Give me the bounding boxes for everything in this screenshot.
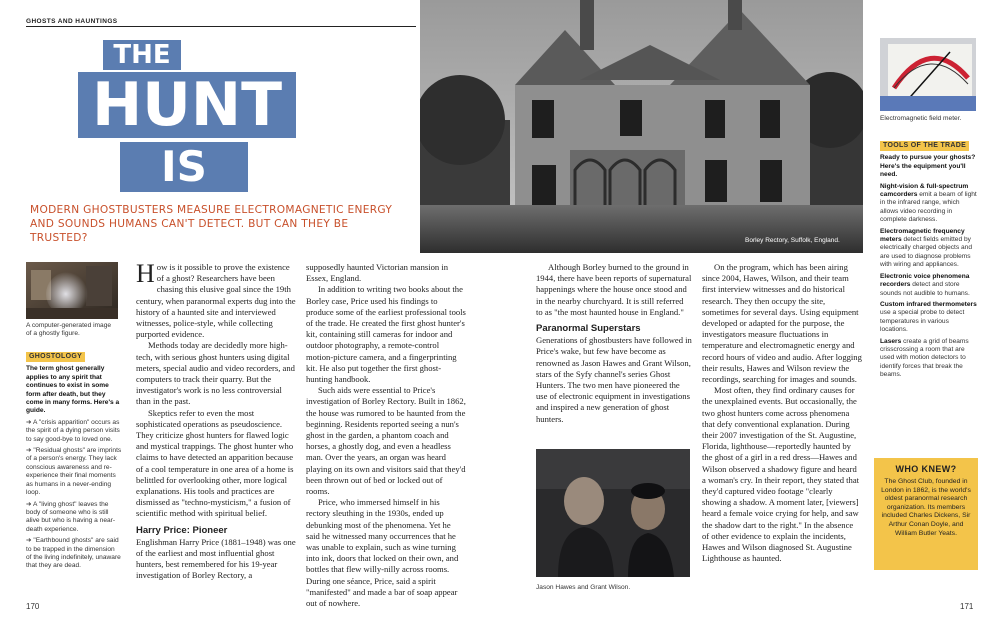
subtitle: MODERN GHOSTBUSTERS MEASURE ELECTROMAGNETIC ENERGY AND SOUNDS HUMANS CAN'T DETECT. BUT CAN THEY BE TRUSTED? xyxy=(30,204,393,244)
ghostology-sidebar xyxy=(26,352,122,574)
em-meter-caption: Electromagnetic field meter. xyxy=(880,115,962,122)
page-number-right: 171 xyxy=(960,602,974,611)
paragraph: ow is it possible to prove the existence of a ghost? Researchers have been chasing this elusive goal since the 19th century, when paranormal experts dug into the history of a haunted site and interviewed witnesses, police-style, while collecting purported evidence. xyxy=(136,262,296,340)
hawes-wilson-photo xyxy=(536,449,690,577)
ghostology-item: ➔ A "living ghost" leaves the body of someone who is still alive but who is having a near-death experience. xyxy=(26,500,116,533)
ghostology-item: ➔ A "crisis apparition" occurs as the spirit of a dying person visits to say good-bye to loved one. xyxy=(26,418,120,443)
paragraph: Englishman Harry Price (1881–1948) was one of the earliest and most influential ghost hunters, best remembered for his 19-year investigation of Borley Rectory, a xyxy=(136,536,296,581)
em-meter-photo xyxy=(880,38,976,111)
paragraph: On the program, which has been airing since 2004, Hawes, Wilson, and their team first interview witnesses and do historical research. They then occupy the site, sometimes for several days. Using equipment developed or adapted for the purpose, the investigators measure fluctuations in temperature and electromagnetic energy and record hours of video and audio. After logging their results, Hawes and Wilson review the recordings, searching for images and sounds. xyxy=(702,262,862,385)
article-column-3 xyxy=(536,262,692,425)
paragraph: Skeptics refer to even the most sophisticated operations as pseudoscience. They criticize ghost hunters for flawed logic and mystical trappings. The ghost hunter who claims to have detected an apparition because of a cool temperature in one area of a home is belittled for overlooking other, more logical explanations. His tools and practices are dismissed as "techno-mysticism," a fusion of scientific method with spiritual belief. xyxy=(136,407,294,519)
subheading-harry-price: Harry Price: Pioneer xyxy=(136,524,228,536)
subheading-paranormal-superstars: Paranormal Superstars xyxy=(536,323,641,335)
tools-intro: Ready to pursue your ghosts? Here's the equipment you'll need. xyxy=(880,154,976,179)
title-hunt: HUNT xyxy=(78,72,296,138)
ghostology-item: ➔ "Residual ghosts" are imprints of a person's energy. They lack conscious awareness and re-experience their final moments as humans in a never-ending loop. xyxy=(26,447,122,497)
borley-rectory-caption: Borley Rectory, Suffolk, England. xyxy=(745,237,840,244)
who-knew-heading: WHO KNEW? xyxy=(895,464,957,474)
ghostology-item: ➔ "Earthbound ghosts" are said to be trapped in the dimension of the living indefinitely, unaware that they are dead. xyxy=(26,537,121,570)
page-number-left: 170 xyxy=(26,602,40,611)
tools-item: Electromagnetic frequency meters detect fields emitted by electrically charged objects and are used to diagnose problems with wiring and appliances. xyxy=(880,227,972,269)
ghostly-figure-photo xyxy=(26,262,118,319)
article-column-4 xyxy=(702,262,862,564)
tools-sidebar xyxy=(880,141,978,383)
paragraph: Generations of ghostbusters have followed in Price's wake, but few have become as renowned as Jason Hawes and Grant Wilson, stars of the Syfy channel's series Ghost Hunters. The two men have pioneered the use of electronic equipment in investigations and inspired a new generation of ghost hunters. xyxy=(536,335,692,424)
paragraph: supposedly haunted Victorian mansion in Essex, England. xyxy=(306,262,449,284)
paragraph: Most often, they find ordinary causes for the unexplained events. But occasionally, the two ghost hunters come across phenomena that defy conventional explanation. During their 2007 investigation of the St. Augustine, Florida, lighthouse—reportedly haunted by the ghost of a girl in a red dress—Hawes and Wilson observed a shadowy figure and heard a woman's cry. In their report, they stated that they'd captured video footage "clearly showing a shadow. A moment later, [viewers] heard a female voice crying for help, and saw the shadow dart to the right." In the absence of other evidence to explain the incidents, Hawes and Wilson diagnosed St. Augustine Lighthouse as haunted. xyxy=(702,385,860,564)
article-column-1 xyxy=(136,259,296,582)
ghostology-intro: The term ghost generally applies to any spirit that continues to exist in some form after death, but they come in many forms. Here's a guide. xyxy=(26,365,120,415)
who-knew-box xyxy=(874,458,978,570)
tools-item: Electronic voice phenomena recorders detect and store sounds not audible to humans. xyxy=(880,272,970,297)
title-is-on: IS ON xyxy=(120,142,248,192)
tools-item: Custom infrared thermometers use a special probe to detect temperatures in various locations. xyxy=(880,300,977,334)
title-the: THE xyxy=(103,40,181,70)
tools-heading: TOOLS OF THE TRADE xyxy=(880,141,969,151)
paragraph: In addition to writing two books about the Borley case, Price used his findings to produce some of the earliest professional tools of the trade. He created the first ghost hunter's kit, containing still cameras for indoor and outdoor photography, a remote-control motion-picture camera, and a fingerprinting kit. He also put together the first ghost-hunting handbook. xyxy=(306,284,466,385)
section-tag: GHOSTS AND HAUNTINGS xyxy=(26,18,118,25)
section-rule xyxy=(26,26,416,27)
drop-cap: H xyxy=(136,259,155,288)
article-column-2 xyxy=(306,262,466,609)
ghostly-figure-caption: A computer-generated image of a ghostly figure. xyxy=(26,322,112,337)
paragraph: Methods today are decidedly more high-tech, with serious ghost hunters using digital meters, special audio and video recorders, and computers to track their quarry. But the investigator's work is no less controversial than in the past. xyxy=(136,340,295,407)
who-knew-text: The Ghost Club, founded in London in 1862, is the world's oldest paranormal research organization. Its members included Charles Dickens, Sir Arthur Conan Doyle, and William Butler Yeats. xyxy=(881,478,971,537)
paragraph: Price, who immersed himself in his rectory sleuthing in the 1930s, ended up debunking most of the phenomena. Yet he said he witnessed many occurrences that he was unable to explain, such as wine turning into ink, doors that locked on their own, and bottles that flew willy-nilly across rooms. During one séance, Price, said a spirit "manifested" and made a bar of soap appear out of nowhere. xyxy=(306,497,459,609)
tools-item: Night-vision & full-spectrum camcorders emit a beam of light in the infrared range, which allows video recording in complete darkness. xyxy=(880,182,977,224)
tools-item: Lasers create a grid of beams crisscrossing a room that are used with motion detectors to identify forces that break the beams. xyxy=(880,337,969,379)
ghostology-heading: GHOSTOLOGY xyxy=(26,352,85,362)
borley-rectory-photo xyxy=(420,0,863,253)
hawes-wilson-caption: Jason Hawes and Grant Wilson. xyxy=(536,584,631,591)
paragraph: Such aids were essential to Price's investigation of Borley Rectory. Built in 1862, the house was rumored to be haunted from the beginning. Residents reported seeing a nun's ghost in the garden, a phantom coach and horses, a ghostly dog, and even a headless man. Over the years, an organ was heard playing on its own and visitors said that they'd been thrown out of bed or locked out of rooms. xyxy=(306,385,466,497)
paragraph: Although Borley burned to the ground in 1944, there have been reports of supernatural happenings where the house once stood and in the nearby churchyard. It is still referred to as "the most haunted house in England." xyxy=(536,262,692,317)
